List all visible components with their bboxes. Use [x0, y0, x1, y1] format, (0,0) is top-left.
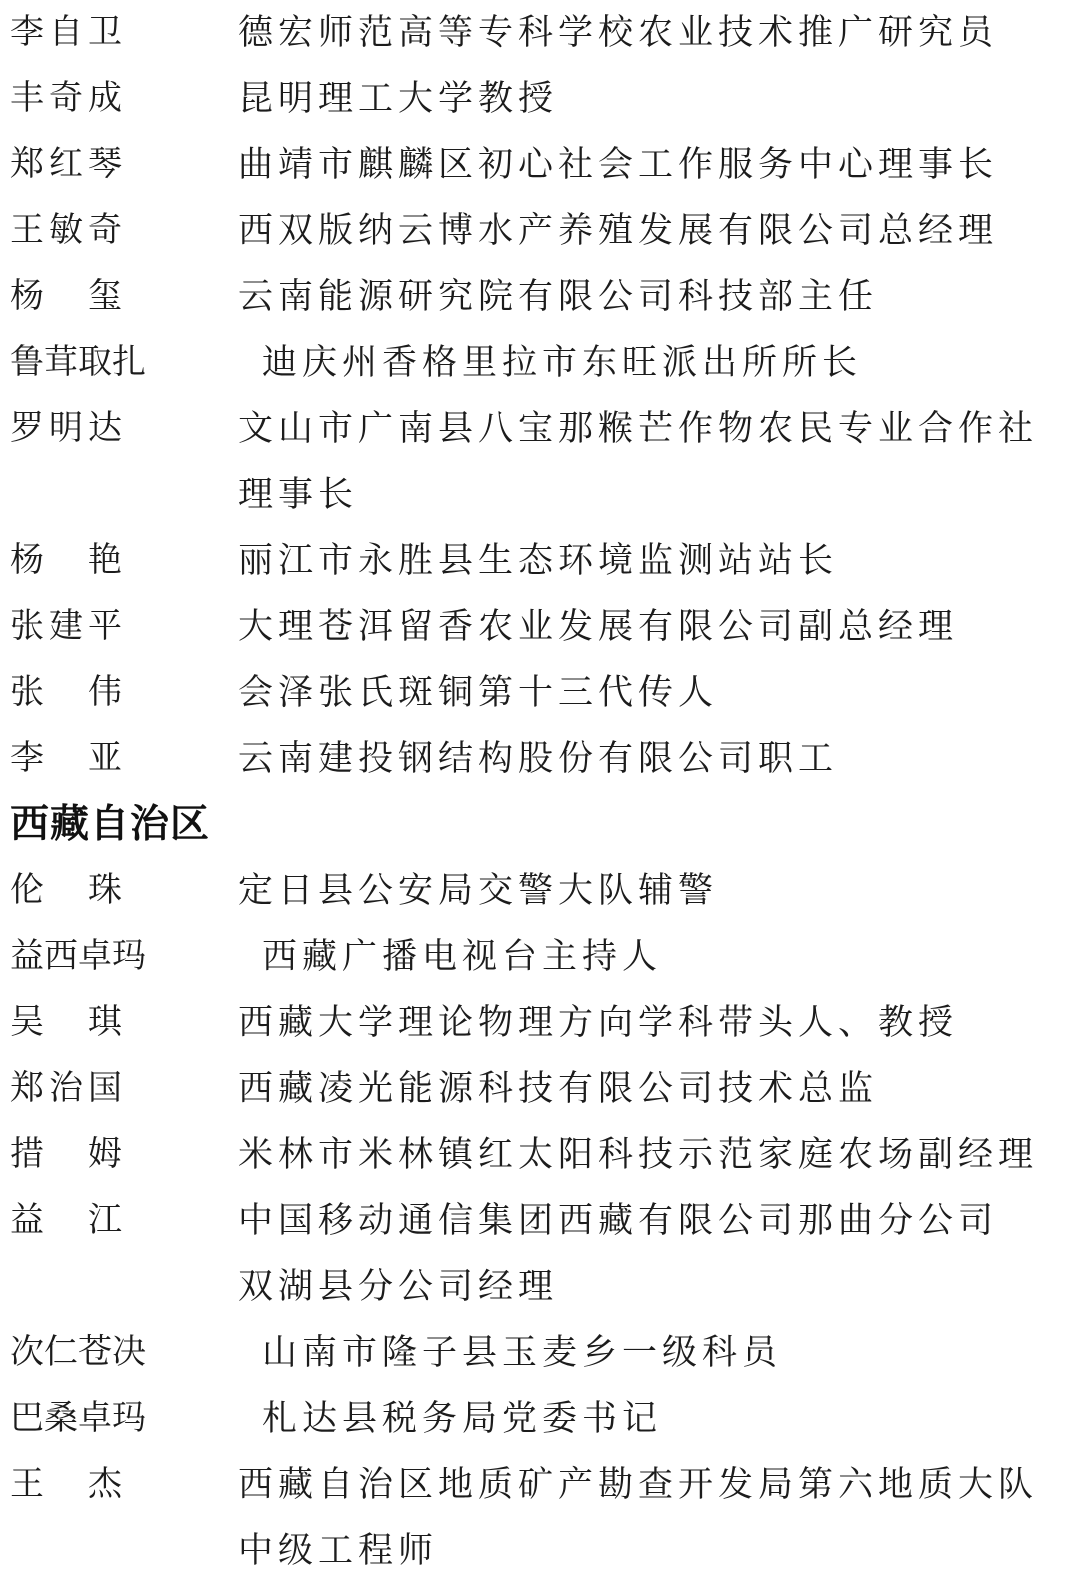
person-name: 益 西 卓 玛	[10, 938, 146, 975]
person-position: 西双版纳云博水产养殖发展有限公司总经理	[238, 211, 999, 250]
person-position: 札达县税务局党委书记	[262, 1399, 663, 1438]
person-name: 丰 奇 成	[10, 80, 122, 117]
list-item	[10, 330, 1062, 396]
list-item	[10, 1122, 1062, 1188]
list-item	[10, 396, 1062, 528]
list-item	[10, 264, 1062, 330]
person-name: 巴 桑 卓 玛	[10, 1400, 146, 1437]
person-position: 西藏自治区地质矿产勘查开发局第六地质大队 中级工程师	[238, 1465, 1039, 1570]
honor-list-section	[10, 858, 1062, 1575]
list-item	[10, 1386, 1062, 1452]
person-name: 王 敏 奇	[10, 212, 122, 249]
list-item	[10, 594, 1062, 660]
list-item	[10, 132, 1062, 198]
person-position: 迪庆州香格里拉市东旺派出所所长	[262, 343, 863, 382]
list-item	[10, 528, 1062, 594]
section-heading-tibet: 西藏自治区	[10, 802, 211, 847]
person-position: 大理苍洱留香农业发展有限公司副总经理	[238, 607, 959, 646]
person-position: 德宏师范高等专科学校农业技术推广研究员	[238, 13, 999, 52]
list-item	[10, 1056, 1062, 1122]
person-position: 西藏广播电视台主持人	[262, 937, 663, 976]
list-item	[10, 726, 1062, 792]
person-position: 云南建投钢结构股份有限公司职工	[238, 739, 839, 778]
person-position: 西藏凌光能源科技有限公司技术总监	[238, 1069, 879, 1108]
list-item	[10, 198, 1062, 264]
person-position: 中国移动通信集团西藏有限公司那曲分公司 双湖县分公司经理	[238, 1201, 999, 1306]
person-name: 次 仁 苍 决	[10, 1334, 146, 1371]
list-item	[10, 924, 1062, 990]
list-item	[10, 1320, 1062, 1386]
person-name: 措 姆	[10, 1136, 122, 1173]
person-name: 杨 玺	[10, 278, 122, 315]
person-name: 鲁 茸 取 扎	[10, 344, 146, 381]
person-name: 罗 明 达	[10, 410, 122, 447]
person-position: 云南能源研究院有限公司科技部主任	[238, 277, 879, 316]
list-item	[10, 660, 1062, 726]
person-position: 米林市米林镇红太阳科技示范家庭农场副经理	[238, 1135, 1039, 1174]
person-name: 吴 琪	[10, 1004, 122, 1041]
person-position: 会泽张氏斑铜第十三代传人	[238, 673, 719, 712]
person-name: 益 江	[10, 1202, 122, 1239]
person-name: 张 伟	[10, 674, 122, 711]
honor-list-section	[10, 0, 1062, 792]
person-name: 李 亚	[10, 740, 122, 777]
person-name: 王 杰	[10, 1466, 122, 1503]
person-position: 定日县公安局交警大队辅警	[238, 871, 719, 910]
person-name: 李 自 卫	[10, 14, 122, 51]
list-item	[10, 66, 1062, 132]
person-position: 山南市隆子县玉麦乡一级科员	[262, 1333, 783, 1372]
list-item	[10, 0, 1062, 66]
person-name: 郑 红 琴	[10, 146, 122, 183]
person-name: 郑 治 国	[10, 1070, 122, 1107]
person-position: 曲靖市麒麟区初心社会工作服务中心理事长	[238, 145, 999, 184]
list-item	[10, 1452, 1062, 1575]
person-position: 丽江市永胜县生态环境监测站站长	[238, 541, 839, 580]
person-position: 昆明理工大学教授	[238, 79, 559, 118]
person-name: 张 建 平	[10, 608, 122, 645]
list-item	[10, 1188, 1062, 1320]
person-position: 西藏大学理论物理方向学科带头人、教授	[238, 1003, 959, 1042]
list-item	[10, 858, 1062, 924]
list-item	[10, 990, 1062, 1056]
person-name: 伦 珠	[10, 872, 122, 909]
person-name: 杨 艳	[10, 542, 122, 579]
person-position: 文山市广南县八宝那糇芒作物农民专业合作社 理事长	[238, 409, 1039, 514]
